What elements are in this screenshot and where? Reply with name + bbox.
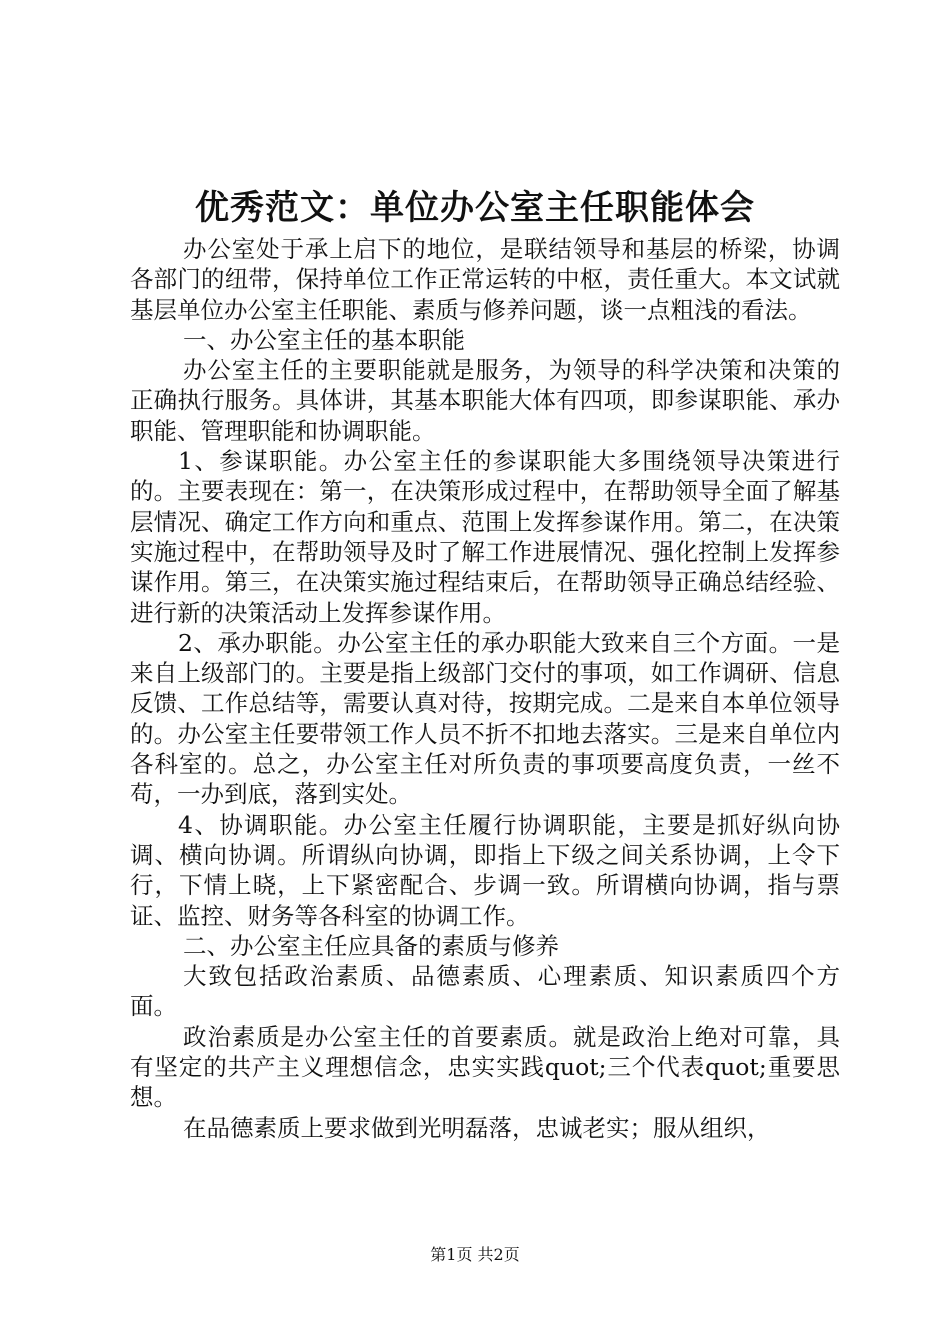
page-footer: 第1页 共2页 [430,1245,520,1264]
document-body [130,234,840,1143]
paragraph-undertaking: 2、承办职能。办公室主任的承办职能大致来自三个方面。一是来自上级部门的。主要是指上级部门交付的事项，如工作调研、信息反馈、工作总结等，需要认真对待，按期完成。二是来自本单位领导的。办公室主任要带领工作人员不折不扣地去落实。三是来自单位内各科室的。总之，办公室主任对所负责的事项要高度负责，一丝不苟，一办到底，落到实处。 [130,628,840,809]
paragraph-advisory: 1、参谋职能。办公室主任的参谋职能大多围绕领导决策进行的。主要表现在：第一，在决策形成过程中，在帮助领导全面了解基层情况、确定工作方向和重点、范围上发挥参谋作用。第二，在决策实施过程中，在帮助领导及时了解工作进展情况、强化控制上发挥参谋作用。第三，在决策实施过程结束后，在帮助领导正确总结经验、进行新的决策活动上发挥参谋作用。 [130,447,840,627]
document-title: 优秀范文：单位办公室主任职能体会 [195,188,755,228]
paragraph-political: 政治素质是办公室主任的首要素质。就是政治上绝对可靠，具有坚定的共产主义理想信念，忠实实践quot;三个代表quot;重要思想。 [130,1022,840,1112]
paragraph-qualities: 大致包括政治素质、品德素质、心理素质、知识素质四个方面。 [130,962,840,1021]
section-heading-2: 二、办公室主任应具备的素质与修养 [183,931,559,960]
paragraph-intro: 办公室处于承上启下的地位，是联结领导和基层的桥梁，协调各部门的纽带，保持单位工作正常运转的中枢，责任重大。本文试就基层单位办公室主任职能、素质与修养问题，谈一点粗浅的看法。 [130,235,840,324]
paragraph-coordination: 4、协调职能。办公室主任履行协调职能，主要是抓好纵向协调、横向协调。所谓纵向协调，即指上下级之间关系协调，上令下行，下情上晓，上下紧密配合、步调一致。所谓横向协调，指与票证、监控、财务等各科室的协调工作。 [130,810,840,930]
paragraph-functions: 办公室主任的主要职能就是服务，为领导的科学决策和决策的正确执行服务。具体讲，其基本职能大体有四项，即参谋职能、承办职能、管理职能和协调职能。 [130,356,840,445]
paragraph-moral: 在品德素质上要求做到光明磊落，忠诚老实；服从组织， [183,1113,771,1142]
section-heading-1: 一、办公室主任的基本职能 [183,325,465,354]
